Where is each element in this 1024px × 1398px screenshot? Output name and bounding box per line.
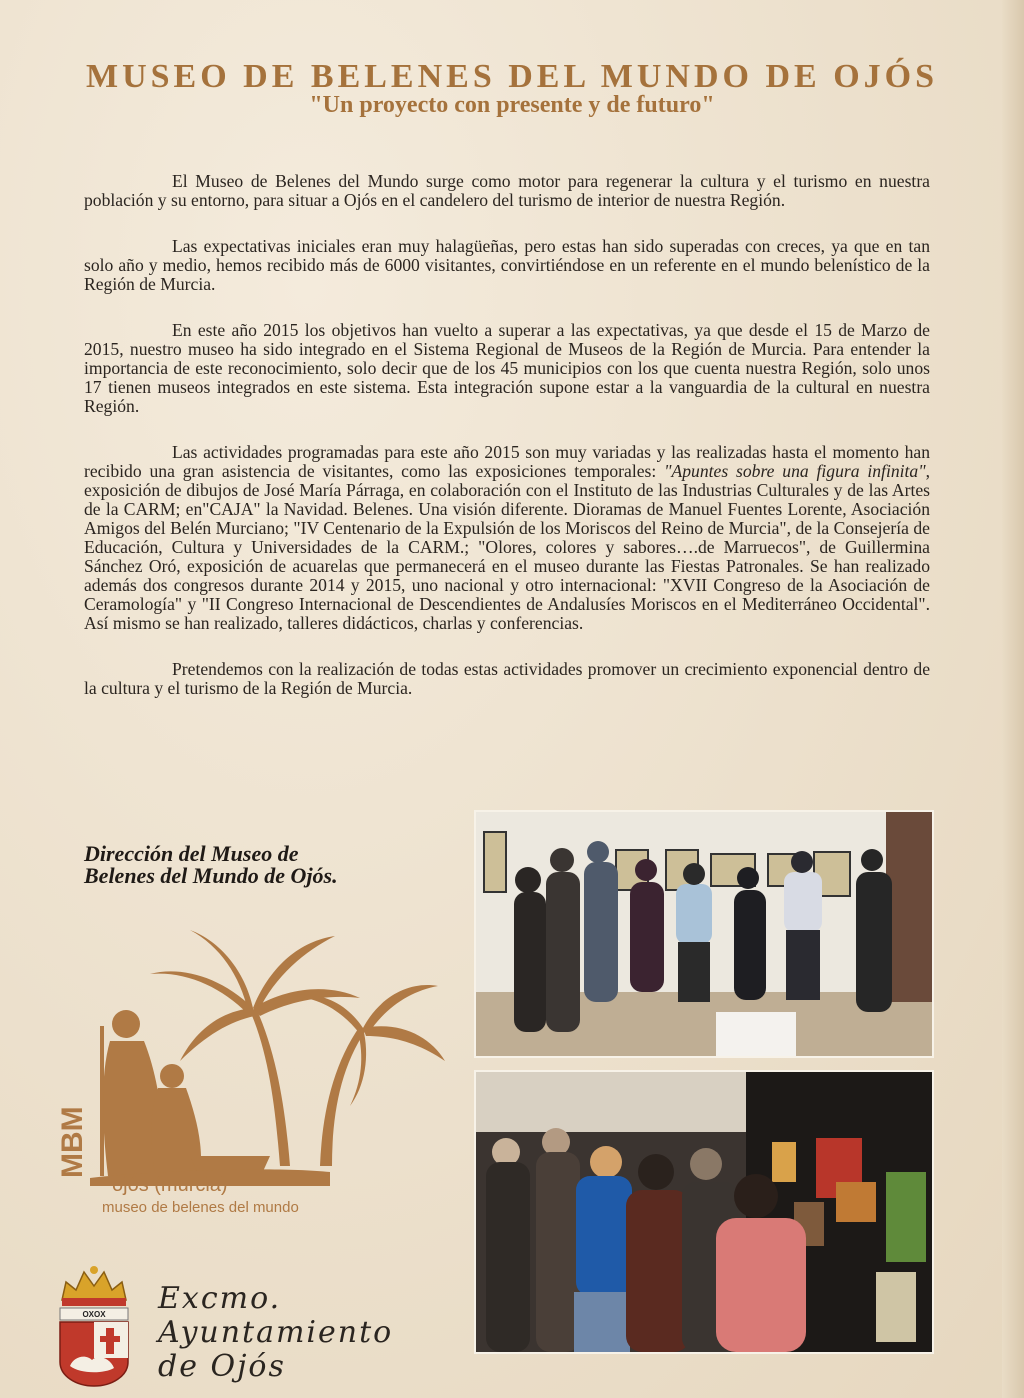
paragraph-2: Las expectativas iniciales eran muy halagüeñas, pero estas han sido superadas con creces, ya que en tan solo año y medio, hemos recibido más de 6000 visitantes, convirtiéndose en un referente en el mundo belenístico de la Región de Murcia. [84, 236, 930, 294]
page-title: MUSEO DE BELENES DEL MUNDO DE OJÓS [85, 58, 939, 95]
paragraph-4-rest: , exposición de dibujos de José María Párraga, en colaboración con el Instituto de las Industrias Culturales y de las Artes de la CARM; en"CAJA" la Navidad. Belenes. Una visión diferente. Dioramas de Manuel Fuentes Lorente, Asociación Amigos del Belén Murciano; "IV Centenario de la Expulsión de los Moriscos del Reino de Murcia", de la Consejería de Educación, Cultura y Universidades de la CARM.; "Olores, colores y sabores….de Marruecos", de Guillermina Sánchez Oró, exposición de acuarelas que permanecerá en el museo durante las Fiestas Patronales. Se han realizado además dos congresos durante 2014 y 2015, uno nacional y otro internacional: "XVII Congreso de la Asociación de Ceramología" y "II Congreso Internacional de Descendientes de Andalusíes Moriscos en el Mediterráneo Occidental". Así mismo se han realizado, talleres didácticos, charlas y conferencias. [84, 461, 930, 633]
ayuntamiento-line-2: Ayuntamiento [158, 1315, 394, 1350]
ayuntamiento-line-3: de Ojós [158, 1349, 286, 1384]
exhibition-photo-2 [474, 1070, 934, 1354]
signature-line-2: Belenes del Mundo de Ojós. [84, 863, 338, 888]
page-subtitle: "Un proyecto con presente y de futuro" [309, 92, 715, 118]
exhibition-title: "Apuntes sobre una figura infinita" [664, 461, 926, 481]
exhibition-photo-1 [474, 810, 934, 1058]
paragraph-3: En este año 2015 los objetivos han vuelto a superar a las expectativas, ya que desde el 15 de Marzo de 2015, nuestro museo ha sido integrado en el Sistema Regional de Museos de la Región de Murcia. Para entender la importancia de este reconocimiento, solo decir que de los 45 municipios con los que cuenta nuestra Región, solo unos 17 tienen museos integrados en este sistema. Esta integración supone estar a la vanguardia de la cultural en nuestra Región. [84, 320, 930, 416]
museum-logo [56, 916, 450, 1226]
coat-of-arms [56, 1262, 132, 1388]
signature-block [84, 843, 444, 887]
paragraph-1: El Museo de Belenes del Mundo surge como motor para regenerar la cultura y el turismo en nuestra población y su entorno, para situar a Ojós en el candelero del turismo de interior de nuestra Región. [84, 171, 930, 210]
logo-place: ojós (murcia) [112, 1174, 228, 1196]
ayuntamiento-label [158, 1282, 393, 1384]
article-body [84, 172, 930, 725]
ayuntamiento-line-1: Excmo. [158, 1281, 282, 1316]
logo-initials: MBM [56, 1106, 89, 1178]
crown-icon [62, 1266, 126, 1306]
page-edge [1002, 0, 1024, 1398]
paragraph-4 [84, 443, 930, 633]
signature-line-1: Dirección del Museo de [84, 841, 299, 866]
paragraph-5: Pretendemos con la realización de todas estas actividades promover un crecimiento exponencial dentro de la cultura y el turismo de la Región de Murcia. [84, 659, 930, 698]
logo-tagline: museo de belenes del mundo [102, 1199, 299, 1216]
nativity-figures-icon [90, 1010, 330, 1186]
paragraph-4-intro: Las actividades programadas para este año 2015 son muy variadas y las realizadas hasta el momento han recibido una gran asistencia de visitantes, como las exposiciones temporales: [84, 442, 930, 481]
coat-label: OXOX [82, 1310, 106, 1319]
